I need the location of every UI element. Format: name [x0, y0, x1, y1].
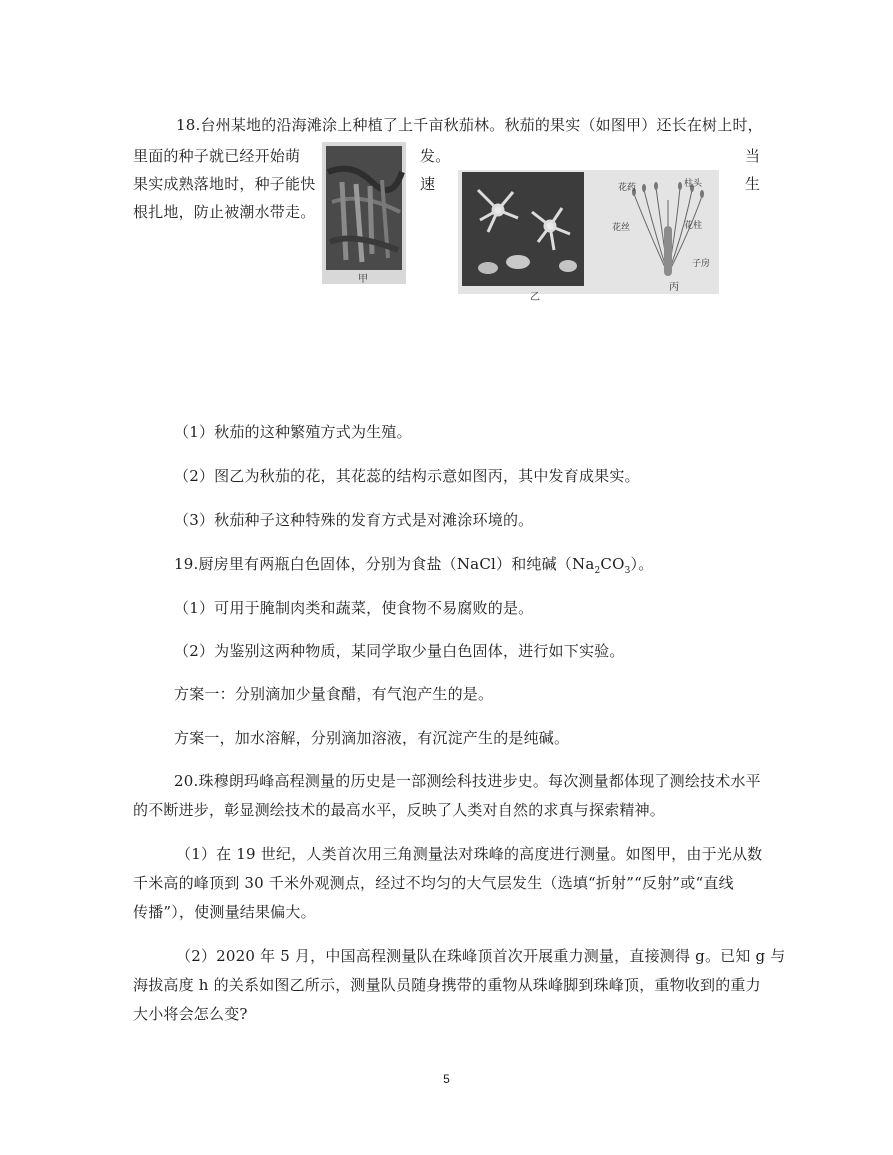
figure-yi-caption: 乙 — [530, 292, 540, 303]
q18-line3a: 果实成熟落地时，种子能快 — [133, 175, 316, 193]
q19-intro — [174, 553, 653, 576]
q20-sub1-l2: 千米高的峰顶到 30 千米外观测点，经过不均匀的大气层发生（选填“折射”“反射”或“直线 — [133, 874, 734, 892]
flower-image — [458, 170, 719, 294]
q20-sub1-l1: （1）在 19 世纪，人类首次用三角测量法对珠峰的高度进行测量。如图甲，由于光从数 — [176, 845, 763, 863]
label-huasi: 花丝 — [612, 223, 631, 233]
q19-plan2: 方案一，加水溶解，分别滴加溶液，有沉淀产生的是纯碱。 — [174, 729, 570, 747]
q19-plan1: 方案一：分别滴加少量食醋，有气泡产生的是。 — [174, 685, 494, 703]
q18-sub1: （1）秋茄的这种繁殖方式为生殖。 — [174, 423, 412, 441]
figure-jia-caption: 甲 — [358, 274, 368, 285]
label-zifang: 子房 — [692, 259, 711, 269]
q18-line4: 根扎地，防止被潮水带走。 — [133, 203, 316, 221]
q20-sub2-l2: 海拔高度 h 的关系如图乙所示，测量队员随身携带的重物从珠峰脚到珠峰顶，重物收到的重力 — [133, 976, 761, 994]
label-zhutou: 柱头 — [684, 179, 703, 189]
q20-sub1-l3: 传播”），使测量结果偏大。 — [133, 903, 316, 921]
figure-bing-caption: 丙 — [669, 282, 679, 293]
q18-line3b: 速 — [420, 175, 436, 193]
q19-sub-3: 3 — [624, 566, 631, 576]
q19-sub-2: 2 — [594, 566, 601, 576]
label-huazhu: 花柱 — [684, 221, 703, 231]
q18-line1: 18.台州某地的沿海滩涂上种植了上千亩秋茄林。秋茄的果实（如图甲）还长在树上时， — [176, 116, 763, 134]
page-number: 5 — [443, 1072, 450, 1086]
q20-sub2-l1: （2）2020 年 5 月，中国高程测量队在珠峰顶首次开展重力测量，直接测得 g。已知 g 与 — [176, 947, 786, 965]
fruit-image — [322, 142, 406, 284]
q19-intro-post: ）。 — [630, 555, 654, 573]
figure-yi-bing-panel — [458, 170, 719, 294]
q18-line2b: 发。 — [420, 147, 451, 165]
q18-line2a: 里面的种子就已经开始萌 — [133, 147, 301, 165]
q19-sub2: （2）为鉴别这两种物质，某同学取少量白色固体，进行如下实验。 — [174, 642, 625, 660]
q19-sub1: （1）可用于腌制肉类和蔬菜，使食物不易腐败的是。 — [174, 599, 534, 617]
q19-co: CO — [600, 555, 625, 573]
q18-line3c: 生 — [745, 175, 761, 193]
q20-sub2-l3: 大小将会怎么变? — [133, 1005, 248, 1023]
label-huayao: 花药 — [618, 183, 637, 193]
q18-line2c: 当 — [745, 147, 761, 165]
q18-sub2: （2）图乙为秋茄的花，其花蕊的结构示意如图丙，其中发育成果实。 — [174, 467, 640, 485]
figure-jia-photo — [322, 142, 406, 284]
q20-line1: 20.珠穆朗玛峰高程测量的历史是一部测绘科技进步史。每次测量都体现了测绘技术水平 — [174, 772, 761, 790]
q19-intro-pre: 19.厨房里有两瓶白色固体，分别为食盐（NaCl）和纯碱（Na — [174, 555, 595, 573]
q18-sub3: （3）秋茄种子这种特殊的发育方式是对滩涂环境的。 — [174, 511, 534, 529]
q20-line2: 的不断进步，彰显测绘技术的最高水平，反映了人类对自然的求真与探索精神。 — [133, 801, 666, 819]
